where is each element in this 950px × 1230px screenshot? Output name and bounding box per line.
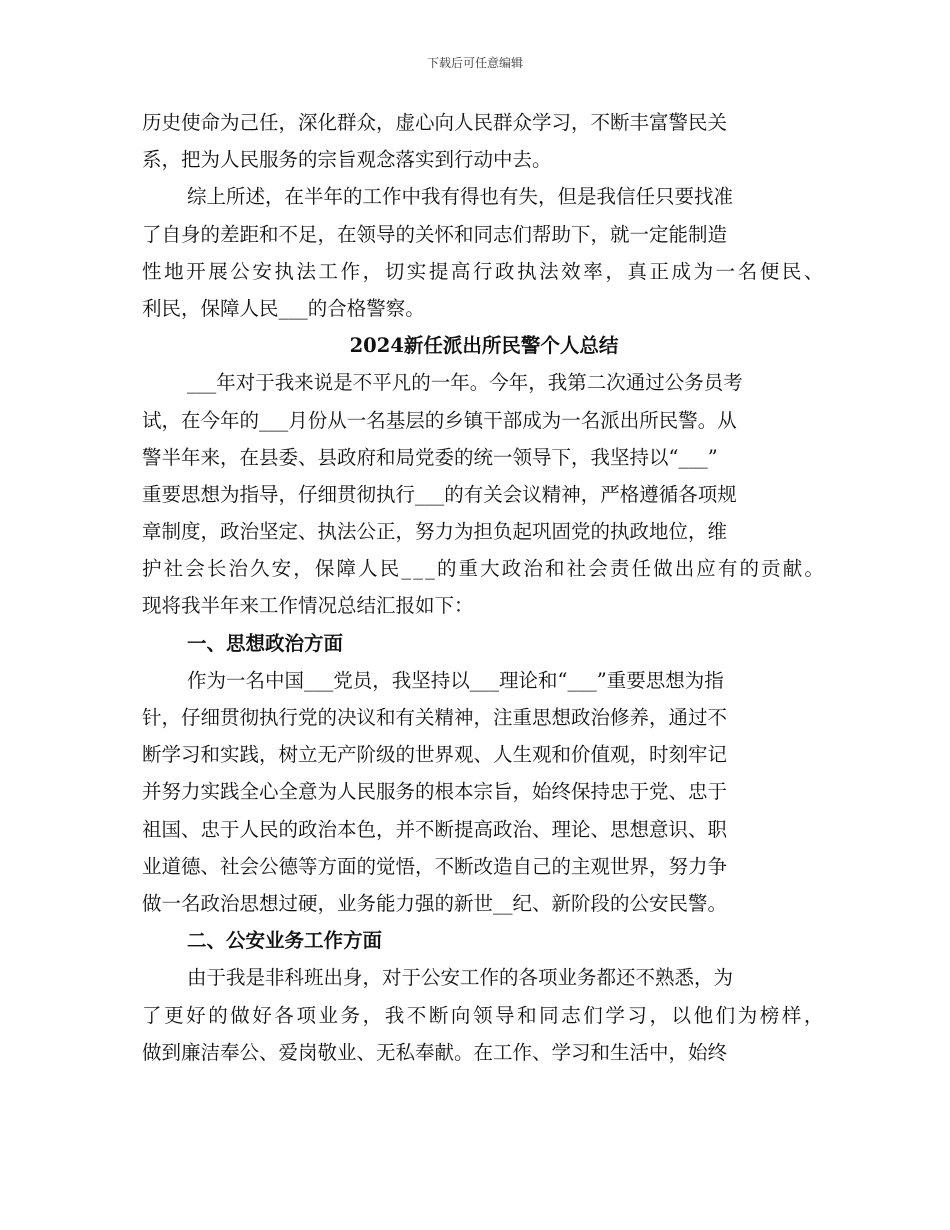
text-line: 系，把为人民服务的宗旨观念落实到行动中去。: [142, 148, 552, 172]
text-line: 警半年来，在县委、县政府和局党委的统一领导下，我坚持以“___”: [142, 445, 718, 469]
text-line: 祖国、忠于人民的政治本色，并不断提高政治、理论、思想意识、职: [142, 817, 728, 841]
text-line: 护社会长治久安，保障人民___的重大政治和社会责任做出应有的贡献。: [142, 557, 826, 581]
section-heading: 二、公安业务工作方面: [187, 929, 383, 953]
text-line: 综上所述，在半年的工作中我有得也有失，但是我信任只要找准: [187, 185, 734, 209]
section-title: 2024新任派出所民警个人总结: [349, 334, 619, 358]
text-line: 章制度，政治坚定、执法公正，努力为担负起巩固党的执政地位，维: [142, 520, 728, 544]
text-line: 了更好的做好各项业务，我不断向领导和同志们学习，以他们为榜样，: [142, 1003, 826, 1027]
text-line: 利民，保障人民___的合格警察。: [142, 296, 425, 320]
text-line: 业道德、社会公德等方面的觉悟，不断改造自己的主观世界，努力争: [142, 854, 728, 878]
document-body: [142, 104, 826, 1071]
section-heading: 一、思想政治方面: [187, 631, 344, 655]
text-line: 重要思想为指导，仔细贯彻执行___的有关会议精神，严格遵循各项规: [142, 482, 737, 506]
page-header: 下载后可任意编辑: [426, 56, 523, 70]
text-line: 并努力实践全心全意为人民服务的根本宗旨，始终保持忠于党、忠于: [142, 780, 728, 804]
text-line: 试，在今年的___月份从一名基层的乡镇干部成为一名派出所民警。从: [142, 408, 737, 432]
text-line: 历史使命为己任，深化群众，虚心向人民群众学习，不断丰富警民关: [142, 111, 728, 134]
text-line: 做一名政治思想过硬，业务能力强的新世__纪、新阶段的公安民警。: [142, 891, 728, 915]
text-line: 了自身的差距和不足，在领导的关怀和同志们帮助下，就一定能制造: [142, 222, 728, 246]
text-line: 做到廉洁奉公、爱岗敬业、无私奉献。在工作、学习和生活中，始终: [142, 1040, 728, 1064]
text-line: 作为一名中国___党员，我坚持以___理论和“___”重要思想为指: [187, 668, 724, 692]
text-line: 性地开展公安执法工作，切实提高行政执法效率，真正成为一名便民、: [142, 259, 826, 283]
text-line: ___年对于我来说是不平凡的一年。今年，我第二次通过公务员考: [187, 371, 743, 395]
text-line: 断学习和实践，树立无产阶级的世界观、人生观和价值观，时刻牢记: [142, 743, 728, 767]
text-line: 现将我半年来工作情况总结汇报如下：: [142, 594, 474, 618]
text-line: 由于我是非科班出身，对于公安工作的各项业务都还不熟悉，为: [187, 966, 734, 990]
text-line: 针，仔细贯彻执行党的决议和有关精神，注重思想政治修养，通过不: [142, 706, 728, 729]
